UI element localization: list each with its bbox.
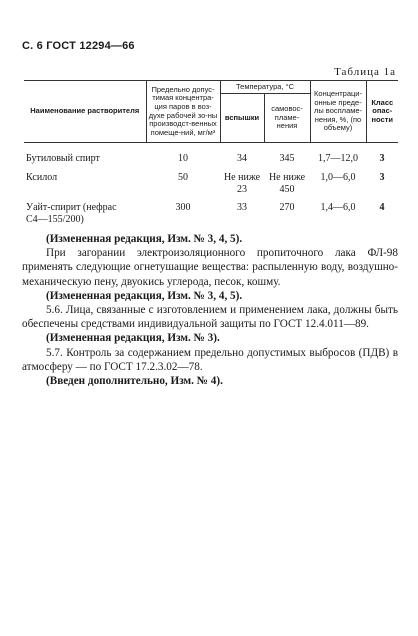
header-limits: Концентраци-онные преде-лы воспламе-нения, %, (по объему) [310,81,366,143]
header-temperature: Температура, °С [220,81,310,94]
cell-flash-line2: 23 [237,184,247,195]
cell-flash: 33 [237,202,247,213]
cell-limits: 1,4—6,0 [320,202,356,213]
amendment-note: (Введен дополнительно, Изм. № 4). [46,375,223,388]
cell-name-line2: С4—155/200) [26,214,84,225]
cell-autoignition [264,167,310,198]
cell-limits: 1,7—12,0 [318,153,359,164]
cell-name-line1: Уайт-спирит (нефрас [26,202,117,213]
cell-name [24,198,146,226]
page-header: С. 6 ГОСТ 12294—66 [22,40,135,52]
paragraph-5-7: 5.7. Контроль за содержанием предельно допустимых выбросов (ПДВ) в атмосферу — по ГОСТ 17.2.3.02—78. [22,346,398,373]
cell-name: Ксилол [26,172,58,183]
cell-mpc: 300 [175,202,191,213]
solvent-properties-table [24,80,398,226]
body-text [22,232,398,388]
cell-autoignition-line1: Не ниже [268,172,306,183]
table-row [24,143,398,168]
table-label: Таблица 1а [334,66,396,78]
header-solvent: Наименование растворителя [24,81,146,143]
table-row [24,198,398,226]
cell-hazard-class: 4 [379,202,385,213]
cell-hazard-class: 3 [379,172,385,183]
amendment-note: (Измененная редакция, Изм. № 3). [46,332,220,345]
header-mpc: Предельно допус-тимая концентра-ция паров в воз-духе рабочей зо-ны производст-венных помеще-ний, мг/м³ [146,81,220,143]
header-autoignition: самовос-пламе-нения [264,94,310,143]
cell-limits: 1,0—6,0 [320,172,356,183]
table-row [24,167,398,198]
cell-mpc: 10 [178,153,188,164]
cell-mpc: 50 [178,172,188,183]
amendment-note: (Измененная редакция, Изм. № 3, 4, 5). [46,233,243,245]
paragraph-5-6: 5.6. Лица, связанные с изготовлением и применением лака, должны быть обеспечены средствами индивидуальной защиты по ГОСТ 12.4.011—89. [22,304,398,331]
cell-flash: 34 [237,153,247,164]
cell-hazard-class: 3 [379,153,385,164]
cell-autoignition-line2: 450 [279,184,295,195]
header-flash: вспышки [220,94,264,143]
amendment-note: (Измененная редакция, Изм. № 3, 4, 5). [46,289,243,302]
cell-autoignition: 270 [279,202,295,213]
cell-flash-line1: Не ниже [223,172,261,183]
header-hazard-class: Класс опас-ности [366,81,398,143]
cell-name: Бутиловый спирт [26,153,100,164]
cell-flash [220,167,264,198]
cell-autoignition: 345 [279,153,295,164]
paragraph-fire-extinguishing: При загорании электроизоляционного пропиточного лака ФЛ-98 применять следующие огнетушащие вещества: распыленную воду, воздушно-механическую пену, двуокись углерода, песок, кошму. [22,247,398,288]
